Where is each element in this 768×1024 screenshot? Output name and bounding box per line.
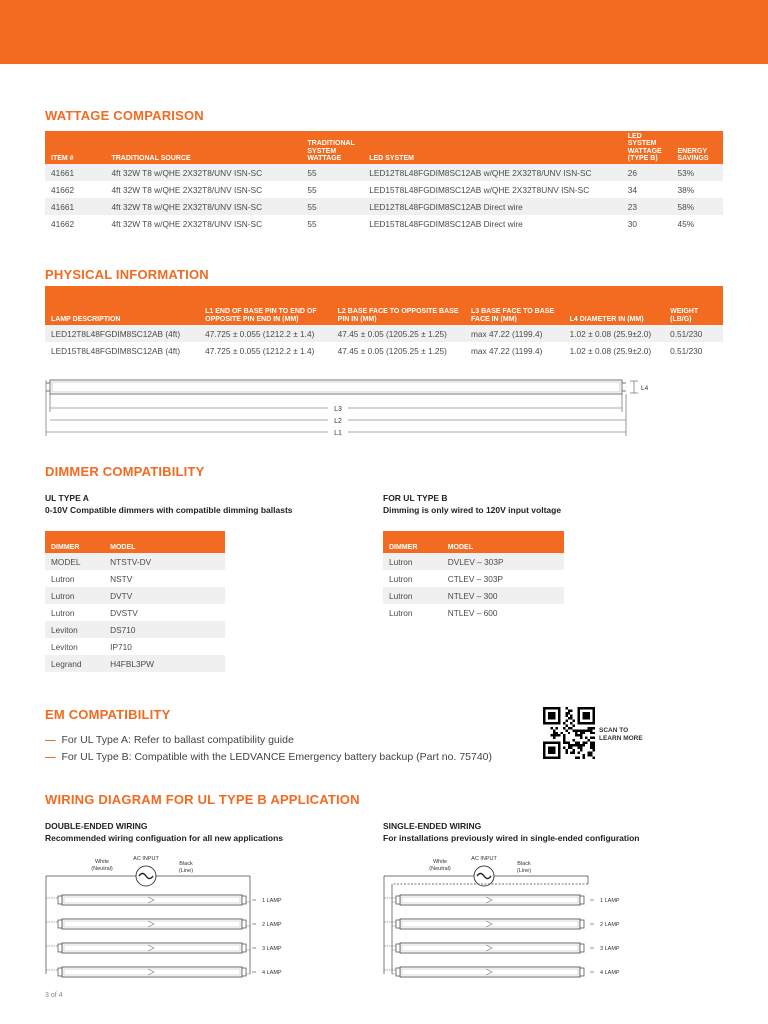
qr-module — [593, 744, 595, 746]
lamp-end-cap — [242, 944, 246, 952]
table-cell: Lutron — [383, 553, 442, 570]
table-row — [45, 181, 723, 198]
lamp-count-label: 1 LAMP — [600, 898, 620, 904]
type-b-subheading: Dimming is only wired to 120V input voltage — [383, 505, 562, 515]
table-cell: LED12T8L48FGDIM8SC12AB w/QHE 2X32T8/UNV ISN-SC — [363, 164, 622, 181]
table-row — [45, 215, 723, 232]
table-cell: MODEL — [45, 553, 104, 570]
double-ended-heading: DOUBLE-ENDED WIRING — [45, 821, 148, 831]
table-cell: Lutron — [45, 570, 104, 587]
table-cell: 23 — [622, 198, 672, 215]
column-header: L2 BASE FACE TO OPPOSITE BASE PIN IN (MM) — [332, 286, 465, 325]
ac-input-label: AC INPUT — [471, 856, 497, 862]
black-wire-label: Black — [517, 861, 531, 867]
lamp-end-cap — [242, 920, 246, 928]
page-number: 3 of 4 — [45, 992, 63, 999]
lamp-end-cap — [396, 896, 400, 904]
qr-module — [573, 739, 575, 741]
column-header: MODEL — [442, 531, 564, 553]
lamp-end-cap — [580, 896, 584, 904]
table-cell: 53% — [672, 164, 724, 181]
qr-module — [568, 742, 570, 744]
table-row — [383, 587, 564, 604]
table-cell: DS710 — [104, 621, 225, 638]
qr-module — [553, 734, 555, 736]
table-cell: 1.02 ± 0.08 (25.9±2.0) — [564, 325, 664, 342]
qr-module — [593, 749, 595, 751]
table-cell: Lutron — [383, 604, 442, 621]
type-b-heading-block — [383, 492, 561, 516]
qr-module — [565, 749, 567, 751]
em-item: — For UL Type A: Refer to ballast compatibility guide — [45, 734, 294, 746]
table-row — [45, 164, 723, 181]
lamp-end-cap — [396, 920, 400, 928]
qr-module — [563, 742, 565, 744]
qr-module — [593, 737, 595, 739]
qr-module — [573, 724, 575, 726]
qr-module — [568, 747, 570, 749]
table-cell: 41661 — [45, 164, 105, 181]
em-item: — For UL Type B: Compatible with the LEDVANCE Emergency battery backup (Part no. 75740) — [45, 751, 493, 763]
qr-module — [570, 714, 572, 716]
table-cell: 41661 — [45, 198, 105, 215]
dimmer-type-a-table — [45, 531, 225, 672]
qr-module — [568, 717, 570, 719]
lamp-end-cap — [242, 896, 246, 904]
qr-module — [570, 752, 572, 754]
qr-module — [563, 737, 565, 739]
black-wire-label: Black — [179, 861, 193, 867]
column-header: ENERGY SAVINGS — [672, 131, 724, 164]
physical-table — [45, 286, 723, 359]
qr-module — [568, 744, 570, 746]
table-cell: LED15T8L48FGDIM8SC12AB w/QHE 2X32T8UNV ISN-SC — [363, 181, 622, 198]
table-cell: 30 — [622, 215, 672, 232]
single-ended-heading-block — [383, 820, 639, 844]
qr-module — [563, 734, 565, 736]
table-row — [45, 325, 723, 342]
qr-module — [563, 739, 565, 741]
qr-module — [590, 742, 592, 744]
table-cell: CTLEV – 303P — [442, 570, 564, 587]
table-cell: 26 — [622, 164, 672, 181]
neutral-label: (Neutral) — [429, 866, 451, 872]
double-ended-subheading: Recommended wiring configuation for all new applications — [45, 833, 284, 843]
table-cell: 47.725 ± 0.055 (1212.2 ± 1.4) — [199, 342, 332, 359]
qr-module — [553, 732, 555, 734]
column-header: DIMMER — [383, 531, 442, 553]
column-header: TRADITIONAL SYSTEM WATTAGE — [301, 131, 363, 164]
lamp-end-cap — [580, 968, 584, 976]
qr-module — [578, 734, 580, 736]
qr-module — [570, 727, 572, 729]
qr-module — [550, 734, 552, 736]
white-wire-label: White — [94, 859, 110, 865]
qr-module — [585, 742, 587, 744]
qr-module — [575, 744, 577, 746]
table-cell: 47.725 ± 0.055 (1212.2 ± 1.4) — [199, 325, 332, 342]
table-row — [383, 570, 564, 587]
single-ended-subheading: For installations previously wired in single-ended configuration — [383, 833, 640, 843]
qr-module — [565, 719, 567, 721]
l4-label: L4 — [641, 385, 649, 392]
qr-module — [570, 717, 572, 719]
lamp-end-cap — [580, 944, 584, 952]
line-label: (Line) — [516, 868, 532, 874]
table-cell: 41662 — [45, 215, 105, 232]
table-cell: 58% — [672, 198, 724, 215]
qr-finder — [583, 712, 590, 719]
qr-module — [573, 729, 575, 731]
neutral-label: (Neutral) — [91, 866, 113, 872]
qr-module — [578, 744, 580, 746]
table-cell: 55 — [301, 198, 363, 215]
table-cell: 4ft 32W T8 w/QHE 2X32T8/UNV ISN-SC — [105, 215, 301, 232]
column-header: LAMP DESCRIPTION — [45, 286, 199, 325]
qr-module — [588, 729, 590, 731]
qr-module — [553, 729, 555, 731]
qr-module — [570, 744, 572, 746]
lamp-tube — [62, 943, 242, 953]
table-row — [45, 621, 225, 638]
em-section-title: EM COMPATIBILITY — [45, 707, 171, 722]
qr-module — [580, 744, 582, 746]
qr-module — [583, 729, 585, 731]
double-ended-wiring-diagram — [40, 852, 340, 984]
table-cell: Lutron — [383, 570, 442, 587]
wattage-table — [45, 131, 723, 232]
lamp-end-cap — [580, 920, 584, 928]
qr-module — [588, 752, 590, 754]
qr-module — [590, 752, 592, 754]
qr-module — [570, 722, 572, 724]
ac-input-label: AC INPUT — [133, 856, 159, 862]
qr-module — [578, 747, 580, 749]
qr-module — [583, 754, 585, 756]
type-a-subheading: 0-10V Compatible dimmers with compatible dimming ballasts — [45, 505, 293, 515]
qr-module — [565, 752, 567, 754]
qr-module — [590, 744, 592, 746]
qr-module — [555, 727, 557, 729]
table-cell: NTLEV – 600 — [442, 604, 564, 621]
table-cell: Lutron — [45, 587, 104, 604]
table-cell: 0.51/230 — [664, 325, 723, 342]
qr-module — [565, 707, 567, 709]
table-cell: NTSTV-DV — [104, 553, 225, 570]
column-header: LED SYSTEM — [363, 131, 622, 164]
table-cell: 0.51/230 — [664, 342, 723, 359]
table-cell: 55 — [301, 215, 363, 232]
table-cell: DVLEV – 303P — [442, 553, 564, 570]
qr-module — [578, 757, 580, 759]
lamp-tube — [400, 943, 580, 953]
lamp-end-cap — [396, 968, 400, 976]
table-cell: NSTV — [104, 570, 225, 587]
lamp-count-label: 1 LAMP — [262, 898, 282, 904]
lamp-count-label: 3 LAMP — [262, 946, 282, 952]
l1-label: L1 — [334, 430, 342, 437]
qr-module — [583, 744, 585, 746]
qr-module — [583, 742, 585, 744]
qr-module — [590, 754, 592, 756]
qr-module — [593, 727, 595, 729]
qr-module — [570, 709, 572, 711]
qr-module — [585, 737, 587, 739]
l2-label: L2 — [334, 418, 342, 425]
qr-module — [563, 722, 565, 724]
dimmer-type-b-table — [383, 531, 564, 621]
qr-module — [590, 732, 592, 734]
table-cell: DVSTV — [104, 604, 225, 621]
qr-finder — [548, 747, 555, 754]
qr-module — [588, 754, 590, 756]
column-header: WEIGHT (LB/G) — [664, 286, 723, 325]
qr-module — [588, 739, 590, 741]
table-cell: Lutron — [383, 587, 442, 604]
qr-module — [578, 729, 580, 731]
white-wire-label: White — [432, 859, 448, 865]
qr-module — [593, 742, 595, 744]
qr-module — [580, 737, 582, 739]
qr-module — [590, 747, 592, 749]
qr-module — [573, 719, 575, 721]
qr-module — [568, 732, 570, 734]
qr-module — [575, 757, 577, 759]
table-row — [383, 604, 564, 621]
lamp-end-cap — [58, 920, 62, 928]
qr-code-icon[interactable] — [543, 707, 595, 759]
em-list — [45, 732, 492, 766]
table-cell: max 47.22 (1199.4) — [465, 325, 564, 342]
dash-icon: — — [45, 751, 56, 763]
qr-module — [553, 737, 555, 739]
wattage-section-title: WATTAGE COMPARISON — [45, 108, 204, 123]
type-b-heading: FOR UL TYPE B — [383, 493, 448, 503]
qr-module — [575, 742, 577, 744]
qr-module — [575, 732, 577, 734]
column-header: LED SYSTEM WATTAGE (TYPE B) — [622, 131, 672, 164]
table-cell: 34 — [622, 181, 672, 198]
qr-module — [580, 732, 582, 734]
table-row — [45, 570, 225, 587]
qr-module — [580, 749, 582, 751]
qr-module — [565, 742, 567, 744]
qr-module — [580, 734, 582, 736]
lamp-tube — [400, 967, 580, 977]
qr-module — [583, 757, 585, 759]
qr-module — [573, 752, 575, 754]
double-ended-heading-block — [45, 820, 283, 844]
qr-module — [590, 727, 592, 729]
dimmer-section-title: DIMMER COMPATIBILITY — [45, 464, 205, 479]
column-header: L3 BASE FACE TO BASE FACE IN (MM) — [465, 286, 564, 325]
table-cell: Lutron — [45, 604, 104, 621]
column-header: L4 DIAMETER IN (MM) — [564, 286, 664, 325]
table-cell: max 47.22 (1199.4) — [465, 342, 564, 359]
table-cell: DVTV — [104, 587, 225, 604]
table-cell: 41662 — [45, 181, 105, 198]
column-header: ITEM # — [45, 131, 105, 164]
column-header: TRADITIONAL SOURCE — [105, 131, 301, 164]
qr-module — [570, 747, 572, 749]
qr-module — [575, 729, 577, 731]
qr-module — [565, 729, 567, 731]
qr-module — [550, 727, 552, 729]
qr-module — [565, 724, 567, 726]
table-cell: IP710 — [104, 638, 225, 655]
l3-label: L3 — [334, 406, 342, 413]
table-cell: 55 — [301, 164, 363, 181]
type-a-heading-block — [45, 492, 293, 516]
qr-module — [578, 752, 580, 754]
qr-module — [583, 732, 585, 734]
qr-module — [573, 744, 575, 746]
table-cell: 1.02 ± 0.08 (25.9±2.0) — [564, 342, 664, 359]
table-cell: LED12T8L48FGDIM8SC12AB (4ft) — [45, 325, 199, 342]
table-cell: Leviton — [45, 638, 104, 655]
single-ended-heading: SINGLE-ENDED WIRING — [383, 821, 482, 831]
qr-module — [578, 742, 580, 744]
table-cell: LED12T8L48FGDIM8SC12AB Direct wire — [363, 198, 622, 215]
lamp-tube — [62, 895, 242, 905]
qr-module — [593, 732, 595, 734]
column-header: DIMMER — [45, 531, 104, 553]
physical-section-title: PHYSICAL INFORMATION — [45, 267, 209, 282]
qr-module — [558, 734, 560, 736]
table-cell: LED15T8L48FGDIM8SC12AB (4ft) — [45, 342, 199, 359]
wiring-section-title: WIRING DIAGRAM FOR UL TYPE B APPLICATION — [45, 792, 360, 807]
qr-module — [555, 732, 557, 734]
table-cell: 45% — [672, 215, 724, 232]
lamp-count-label: 2 LAMP — [262, 922, 282, 928]
table-cell: 55 — [301, 181, 363, 198]
table-cell: 38% — [672, 181, 724, 198]
column-header: L1 END OF BASE PIN TO END OF OPPOSITE PIN END IN (MM) — [199, 286, 332, 325]
qr-module — [563, 747, 565, 749]
qr-module — [590, 737, 592, 739]
qr-module — [555, 734, 557, 736]
qr-module — [568, 709, 570, 711]
lamp-count-label: 4 LAMP — [600, 970, 620, 976]
qr-module — [563, 727, 565, 729]
table-cell: 4ft 32W T8 w/QHE 2X32T8/UNV ISN-SC — [105, 181, 301, 198]
lamp-end-cap — [396, 944, 400, 952]
qr-module — [590, 729, 592, 731]
qr-module — [580, 747, 582, 749]
table-row — [45, 604, 225, 621]
qr-finder — [548, 712, 555, 719]
lamp-dimension-diagram — [40, 376, 700, 440]
qr-caption: SCAN TO LEARN MORE — [599, 727, 643, 742]
table-cell: 4ft 32W T8 w/QHE 2X32T8/UNV ISN-SC — [105, 198, 301, 215]
lamp-count-label: 4 LAMP — [262, 970, 282, 976]
table-cell: H4FBL3PW — [104, 655, 225, 672]
column-header: MODEL — [104, 531, 225, 553]
qr-module — [560, 732, 562, 734]
lamp-end-cap — [58, 896, 62, 904]
table-cell: 47.45 ± 0.05 (1205.25 ± 1.25) — [332, 325, 465, 342]
type-a-heading: UL TYPE A — [45, 493, 89, 503]
table-cell: LED15T8L48FGDIM8SC12AB Direct wire — [363, 215, 622, 232]
lamp-count-label: 2 LAMP — [600, 922, 620, 928]
table-cell: NTLEV – 300 — [442, 587, 564, 604]
table-cell: Legrand — [45, 655, 104, 672]
table-cell: 47.45 ± 0.05 (1205.25 ± 1.25) — [332, 342, 465, 359]
qr-module — [593, 757, 595, 759]
qr-module — [565, 714, 567, 716]
lamp-end-cap — [242, 968, 246, 976]
qr-module — [565, 712, 567, 714]
table-row — [45, 655, 225, 672]
table-cell: Leviton — [45, 621, 104, 638]
table-row — [45, 342, 723, 359]
lamp-tube — [400, 895, 580, 905]
table-row — [45, 198, 723, 215]
lamp-end-cap — [58, 968, 62, 976]
qr-module — [593, 747, 595, 749]
lamp-tube — [400, 919, 580, 929]
lamp-end-cap — [58, 944, 62, 952]
lamp-count-label: 3 LAMP — [600, 946, 620, 952]
table-row — [45, 638, 225, 655]
single-ended-wiring-diagram — [378, 852, 678, 984]
qr-module — [573, 749, 575, 751]
table-row — [45, 587, 225, 604]
qr-module — [588, 727, 590, 729]
table-row — [45, 553, 225, 570]
lamp-tube — [62, 967, 242, 977]
line-label: (Line) — [178, 868, 194, 874]
top-brand-bar — [0, 0, 768, 64]
qr-module — [568, 712, 570, 714]
table-row — [383, 553, 564, 570]
lamp-tube — [62, 919, 242, 929]
qr-module — [568, 727, 570, 729]
table-cell: 4ft 32W T8 w/QHE 2X32T8/UNV ISN-SC — [105, 164, 301, 181]
qr-module — [585, 729, 587, 731]
dash-icon: — — [45, 734, 56, 746]
qr-module — [575, 734, 577, 736]
qr-module — [580, 729, 582, 731]
